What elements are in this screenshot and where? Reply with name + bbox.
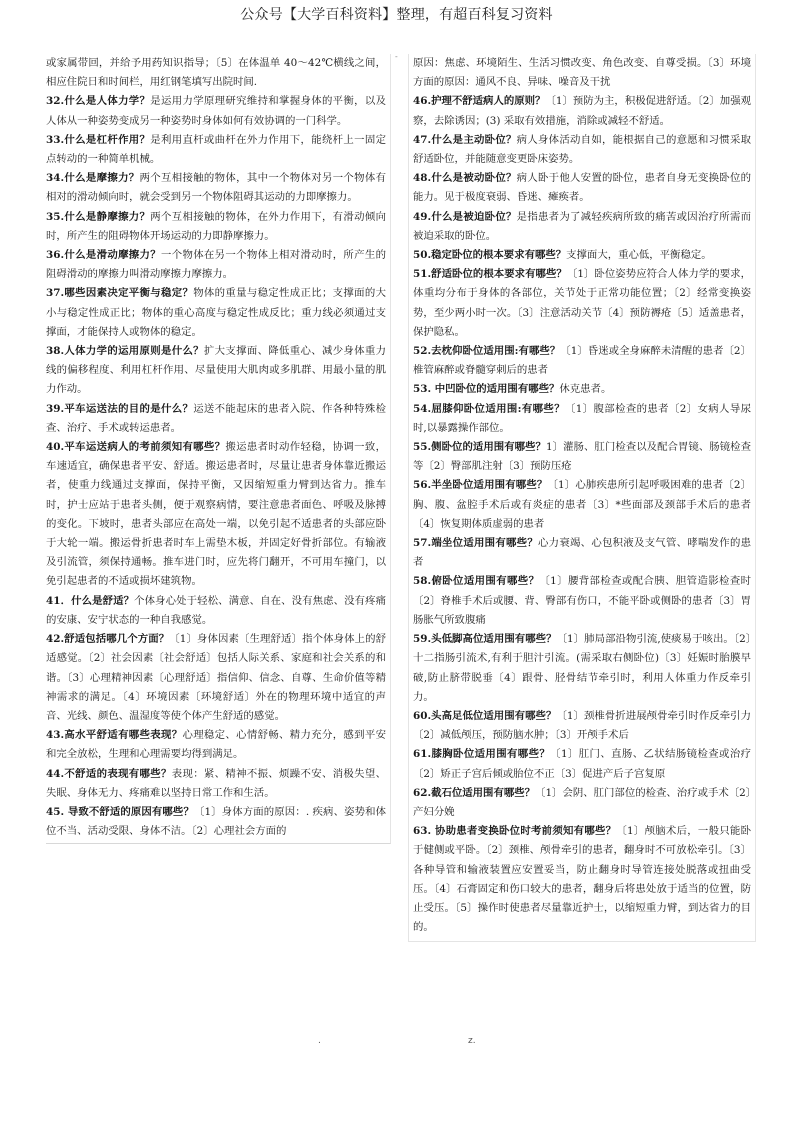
question-heading: 37.哪些因素决定平衡与稳定？: [46, 287, 194, 300]
qa-paragraph: [413, 400, 751, 438]
question-heading: 63. 协助患者变换卧位时考前须知有哪些？: [413, 825, 617, 838]
qa-paragraph: [413, 822, 751, 937]
qa-paragraph: [413, 572, 751, 630]
qa-paragraph: [46, 131, 386, 169]
question-heading: 62.截石位适用围有哪些？: [413, 786, 536, 799]
question-heading: 34.什么是摩擦力？: [46, 172, 140, 185]
answer-text: 表现：紧、精神不振、烦躁不安、消极失望、失眠、身体无力、疼痛难以坚持日常工作和生活。: [46, 767, 387, 799]
answer-text: 〔1〕肺局部沿物引流,使痰易于咳出。〔2〕十二指肠引流术,有利于胆汁引流。(需采取右侧卧位)〔3〕妊娠时胎膜早破,防止脐带脱垂〔4〕跟骨、胫骨结节牵引时，利用人体重力作反牵引力。: [413, 633, 752, 703]
answer-text: 支撑面大，重心低，平衡稳定。: [566, 249, 712, 262]
qa-paragraph: [46, 765, 386, 803]
qa-paragraph: [413, 131, 751, 169]
question-heading: 60.头高足低位适用围有哪些？: [413, 709, 557, 722]
answer-text: 〔1〕会阴、肛门部位的检查、治疗或手术〔2〕产妇分娩: [413, 786, 751, 818]
question-heading: 45. 导致不舒适的原因有哪些？: [46, 805, 194, 818]
qa-paragraph: [413, 630, 751, 707]
page-header: 公众号【大学百科资料】整理，有超百科复习资料: [240, 7, 553, 23]
qa-paragraph: [413, 54, 751, 92]
qa-paragraph: [413, 169, 751, 207]
qa-paragraph: [46, 400, 386, 438]
answer-text: 是利用直杆或曲杆在外力作用下，能绕杆上一固定点转动的一种简单机械。: [46, 133, 386, 166]
qa-paragraph: [413, 208, 751, 246]
qa-paragraph: [46, 726, 386, 764]
answer-text: 搬运患者时动作轻稳，协调一致，车速适宜，确保患者平安、舒适。搬运患者时，尽量让患者身体靠近搬运者，使重力线通过支撑面，保持平衡，又因缩短重力臂到达省力。推车时，护士应站于患者头侧，便于观察病情，要注意患者面色、呼吸及脉搏的变化。下坡时，患者头部应在高处一端，以免引起不适患者的头部应卧于大轮一端。搬运骨折患者时车上需垫木板，并固定好骨折部位。有输液及引流管，须保持通畅。推车进门时，应先将门翻开，不可用车撞门，以免引起患者的不适或损坏建筑物。: [46, 441, 387, 588]
qa-paragraph: [413, 476, 751, 534]
answer-text: 原因：焦虑、环境陌生、生活习惯改变、角色改变、自尊受损。〔3〕环境方面的原因：通风不良、异味、噪音及干扰: [413, 57, 751, 89]
answer-text: 1〕灌肠、肛门检查以及配合胃镜、肠镜检查等〔2〕臀部肌注射〔3〕预防压疮: [413, 441, 752, 473]
answer-text: 一个物体在另一个物体上相对滑动时，所产生的阻碍滑动的摩擦力叫滑动摩擦力摩擦力。: [46, 249, 387, 281]
answer-text: 〔1〕肛门、直肠、乙状结肠镜检查或治疗〔2〕矫正子宫后倾或胎位不正〔3〕促进产后子宫复原: [413, 748, 752, 780]
answer-text: 〔1〕预防为主，积极促进舒适。〔2〕加强观察，去除诱因；(3) 采取有效措施，消除或减轻不舒适。: [413, 95, 751, 127]
qa-paragraph: [46, 803, 386, 841]
column-divider-mark: -: [395, 52, 398, 61]
question-heading: 38.人体力学的运用原则是什么？: [46, 345, 204, 358]
qa-paragraph: [413, 380, 751, 399]
answer-text: 心理稳定、心情舒畅、精力充分，感到平安和完全放松，生理和心理需要均得到满足。: [46, 729, 387, 761]
answer-text: 病人身体活动自如，能根据自己的意愿和习惯采取舒适卧位，并能随意变更卧床姿势。: [413, 133, 752, 166]
question-heading: 52.去枕仰卧位适用围:有哪些？: [413, 345, 561, 358]
qa-paragraph: [413, 342, 751, 380]
answer-text: 病人卧于他人安置的卧位，患者自身无变换卧位的能力。见于极度衰弱、昏迷、瘫痪者。: [413, 172, 752, 204]
question-heading: 55.侧卧位的适用围有哪些？: [413, 441, 546, 454]
answer-text: 或家属带回，并给予用药知识指导；〔5〕在体温单 40～42℃横线之间，相应住院日和时间栏，用红钢笔填写出院时间.: [46, 57, 386, 89]
question-heading: 44.不舒适的表现有哪些？: [46, 767, 172, 780]
left-column: [46, 54, 391, 844]
answer-text: 〔1〕昏迷或全身麻醉未清醒的患者〔2〕椎管麻醉或脊髓穿刺后的患者: [413, 345, 751, 377]
qa-paragraph: [413, 707, 751, 745]
answer-text: 〔1〕颅脑术后，一般只能卧于健侧或平卧。〔2〕颈椎、颅骨牵引的患者，翻身时不可放松牵引。〔3〕各种导管和输液装置应安置妥当，防止翻身时导管连接处脱落或扭曲受压。〔4〕石膏固定和伤口较大的患者，翻身后将患处放于适当的位置，防止受压。〔5〕操作时使患者尽量靠近护士，以缩短重力臂，到达省力的目的。: [413, 825, 751, 934]
question-heading: 49.什么是被迫卧位？: [413, 210, 517, 223]
right-column: [408, 54, 756, 942]
question-heading: 50.稳定卧位的根本要求有哪些？: [413, 249, 567, 262]
qa-paragraph: [46, 284, 386, 342]
answer-text: 扩大支撑面、降低重心、减少身体重力线的偏移程度、利用杠杆作用、尽量使用大肌肉或多肌群、用最小量的肌力作动。: [46, 345, 387, 396]
qa-paragraph: [413, 534, 751, 572]
answer-text: 〔1〕颈椎骨折进展颅骨牵引时作反牵引力〔2〕减低颅压，预防脑水肿；〔3〕开颅手术后: [413, 709, 752, 742]
answer-text: 心力衰竭、心包积液及支气管、哮喘发作的患者: [413, 537, 752, 569]
answer-text: 〔1〕身体方面的原因：. 疾病、姿势和体位不当、活动受限、身体不洁。〔2〕心理社会方面的: [46, 805, 387, 838]
question-heading: 51.舒适卧位的根本要求有哪些？: [413, 268, 567, 281]
answer-text: 是运用力学原理研究维持和掌握身体的平衡，以及人体从一种姿势变成另一种姿势时身体如何有效协调的一门科学。: [46, 95, 386, 127]
question-heading: 58.俯卧位适用围有哪些？: [413, 575, 540, 588]
answer-text: 两个互相接触的物体，其中一个物体对另一个物体有相对的滑动倾向时，就会受到另一个物体阻碍其运动的力即摩擦力。: [46, 172, 387, 204]
qa-paragraph: [46, 246, 386, 284]
answer-text: 两个互相接触的物体，在外力作用下，有滑动倾向时，所产生的阻碍物体开场运动的力即静摩擦力。: [46, 210, 386, 242]
answer-text: 运送不能起床的患者入院、作各种特殊检查、治疗、手术或转运患者。: [46, 402, 386, 434]
question-heading: 40.平车运送病人的考前须知有哪些？: [46, 441, 226, 454]
qa-paragraph: [413, 265, 751, 342]
qa-paragraph: [46, 54, 386, 92]
answer-text: 〔1〕腰背部检查或配合胰、胆管造影检查时〔2〕脊椎手术后或腰、背、臀部有伤口，不能平卧或侧卧的患者〔3〕胃肠胀气所致腹痛: [413, 575, 752, 626]
answer-text: 〔1〕腹部检查的患者〔2〕女病人导尿时,以暴露操作部位。: [413, 402, 751, 434]
qa-paragraph: [46, 342, 386, 400]
question-heading: 57.端坐位适用围有哪些？: [413, 537, 538, 550]
qa-paragraph: [46, 92, 386, 130]
question-heading: 39.平车运送法的目的是什么？: [46, 402, 194, 415]
question-heading: 35.什么是静摩擦力？: [46, 210, 151, 223]
qa-paragraph: [413, 92, 751, 130]
answer-text: 〔1〕卧位姿势应符合人体力学的要求，体重均分布于身体的各部位，关节处于正常功能位置；〔2〕经常变换姿势，至少两小时一次。〔3〕注意活动关节〔4〕预防褥疮〔5〕适盖患者，保护隐私。: [413, 268, 751, 338]
qa-paragraph: [46, 208, 386, 246]
question-heading: 41．什么是舒适？: [46, 594, 135, 607]
answer-text: 是指患者为了减轻疾病所致的痛苦或因治疗所需而被迫采取的卧位。: [413, 210, 752, 242]
question-heading: 53. 中凹卧位的适用围有哪些？: [413, 383, 560, 396]
answer-text: 休克患者。: [559, 383, 612, 396]
qa-paragraph: [46, 169, 386, 207]
qa-paragraph: [46, 630, 386, 726]
answer-text: 物体的重量与稳定性成正比；支撑面的大小与稳定性成正比；物体的重心高度与稳定性成反比；重力线必须通过支撑面，才能保持人或物体的稳定。: [46, 287, 386, 338]
qa-paragraph: [413, 246, 751, 265]
question-heading: 56.半坐卧位适用围有哪些？: [413, 479, 548, 492]
footer-right-mark: z.: [468, 1036, 476, 1046]
qa-paragraph: [413, 438, 751, 476]
question-heading: 42.舒适包括哪几个方面？: [46, 633, 170, 646]
question-heading: 61.膝胸卧位适用围有哪些？: [413, 748, 551, 761]
question-heading: 32.什么是人体力学？: [46, 95, 151, 108]
answer-text: 〔1〕心肺疾患所引起呼吸困难的患者〔2〕胸、腹、盆腔手术后或有炎症的患者〔3〕*些面部及颈部手术后的患者〔4〕恢复期体质虚弱的患者: [413, 479, 751, 530]
qa-paragraph: [413, 745, 751, 783]
qa-paragraph: [413, 784, 751, 822]
answer-text: 个体身心处于轻松、满意、自在、没有焦虑、没有疼痛的安康、安宁状态的一种自我感觉。: [46, 594, 386, 626]
question-heading: 33.什么是杠杆作用？: [46, 133, 151, 146]
qa-paragraph: [46, 438, 386, 592]
question-heading: 59.头低脚高位适用围有哪些？: [413, 633, 557, 646]
question-heading: 48.什么是被动卧位？: [413, 172, 517, 185]
question-heading: 43.高水平舒适有哪些表现？: [46, 729, 183, 742]
footer-left-mark: .: [318, 1036, 321, 1046]
question-heading: 47.什么是主动卧位？: [413, 133, 517, 146]
answer-text: 〔1〕身体因素〔生理舒适〕指个体身体上的舒适感觉。〔2〕社会因素〔社会舒适〕包括人际关系、家庭和社会关系的和谐。〔3〕心理精神因素〔心理舒适〕指信仰、信念、自尊、生命价值等精神需求的满足。〔4〕环境因素〔环境舒适〕外在的物理环境中适宜的声音、光线、颜色、温湿度等使个体产生舒适的感觉。: [46, 633, 387, 722]
question-heading: 36.什么是滑动摩擦力？: [46, 249, 161, 262]
qa-paragraph: [46, 592, 386, 630]
question-heading: 54.屈膝仰卧位适用围:有哪些？: [413, 402, 565, 415]
question-heading: 46.护理不舒适病人的原则？: [413, 95, 546, 108]
